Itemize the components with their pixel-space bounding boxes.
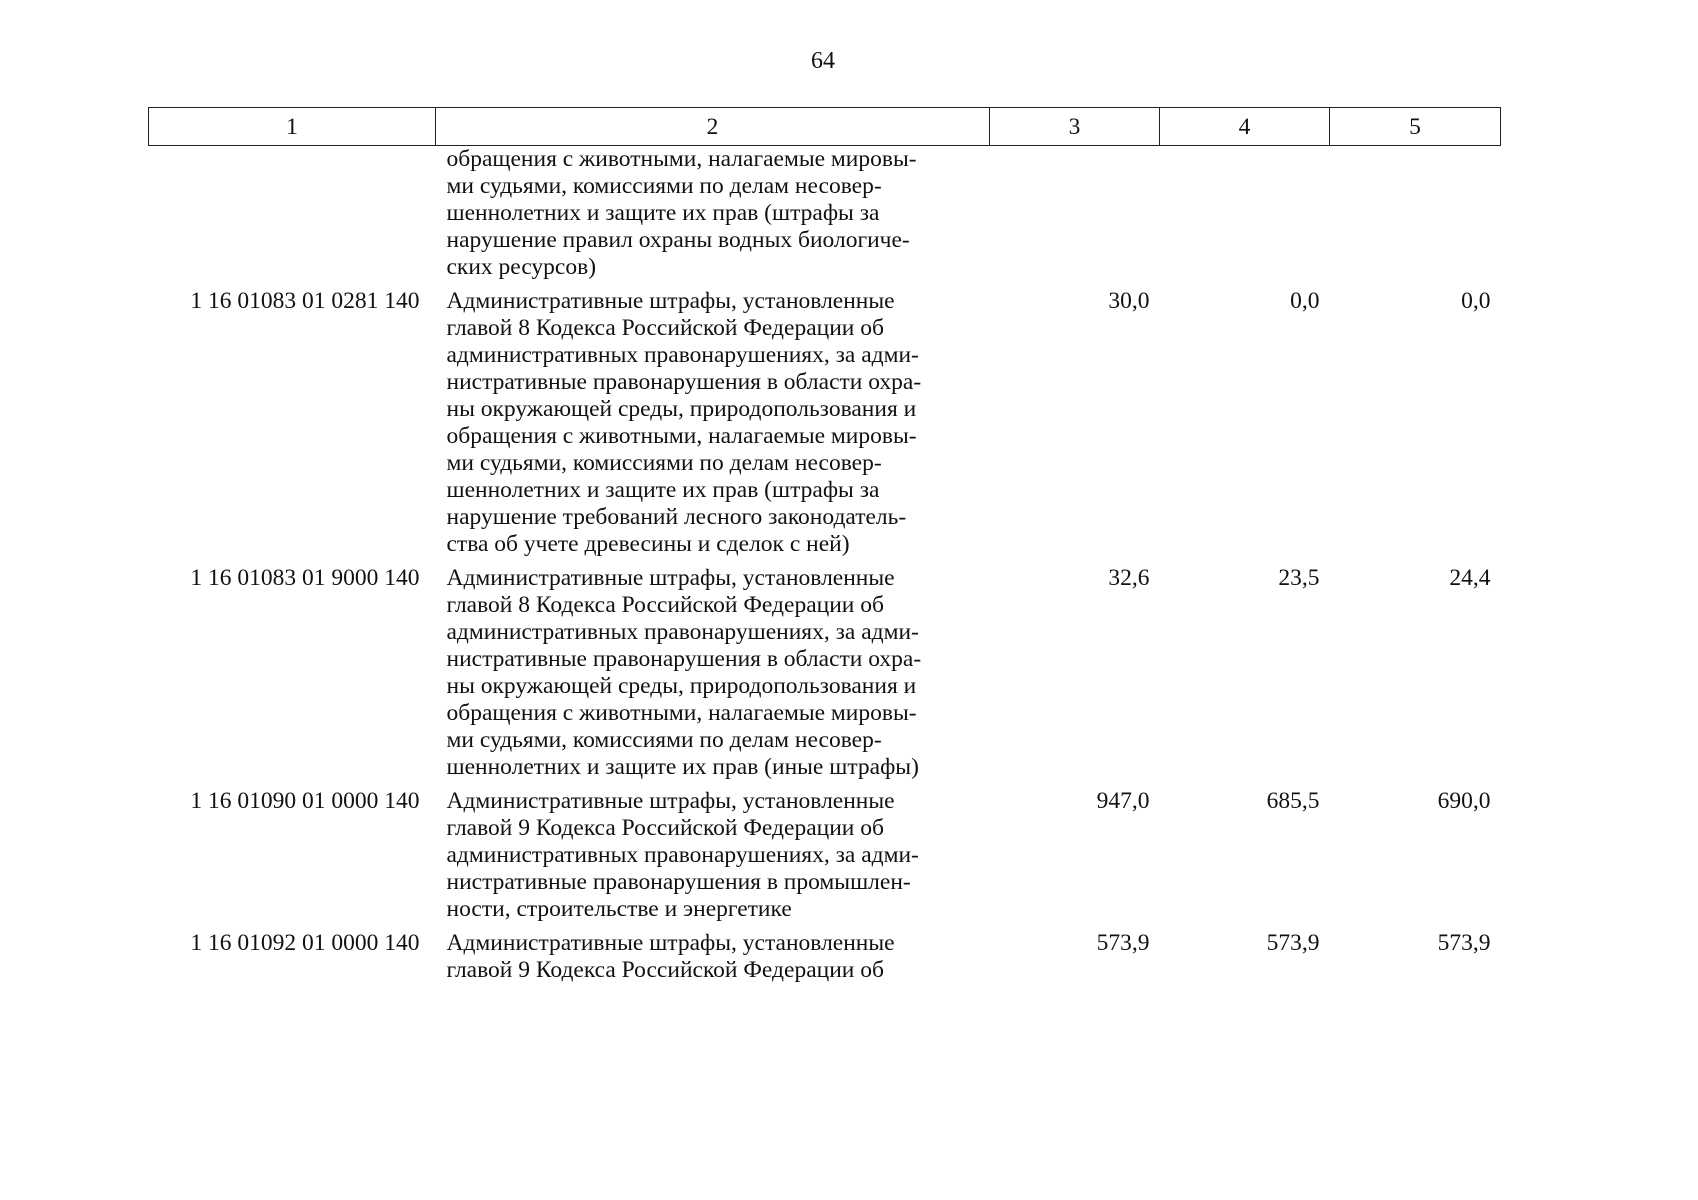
amount-col5-cell: 573,9 bbox=[1437, 930, 1491, 956]
amount-col3-cell: 573,9 bbox=[1096, 930, 1150, 956]
description-line: обращения с животными, налагаемые мировы- bbox=[446, 146, 917, 172]
description-line: шеннолетних и защите их прав (иные штрафы) bbox=[446, 754, 919, 780]
description-line: нарушение требований лесного законодатель- bbox=[446, 504, 907, 530]
amount-col3-cell: 30,0 bbox=[1108, 288, 1150, 314]
header-col-5: 5 bbox=[1330, 108, 1501, 146]
amount-col3-cell bbox=[990, 146, 1160, 282]
amount-col5-cell bbox=[1330, 146, 1501, 282]
table-row bbox=[149, 558, 1501, 781]
table-row bbox=[149, 281, 1501, 558]
description-cell bbox=[436, 146, 990, 282]
description-cell bbox=[436, 558, 990, 781]
description-line: нистративные правонарушения в области охра- bbox=[446, 646, 922, 672]
budget-code-cell: 1 16 01083 01 0281 140 bbox=[190, 288, 420, 314]
description-line: административных правонарушениях, за адми- bbox=[446, 342, 919, 368]
description-line: Административные штрафы, установленные bbox=[446, 565, 895, 591]
budget-code-cell: 1 16 01090 01 0000 140 bbox=[190, 788, 420, 814]
amount-col5-cell: 690,0 bbox=[1437, 788, 1491, 814]
amount-col5-cell: 0,0 bbox=[1461, 288, 1491, 314]
header-col-4: 4 bbox=[1160, 108, 1330, 146]
description-line: ны окружающей среды, природопользования и bbox=[446, 673, 917, 699]
budget-code-cell: 1 16 01083 01 9000 140 bbox=[190, 565, 420, 591]
description-line: административных правонарушениях, за адми- bbox=[446, 619, 919, 645]
page-number: 64 bbox=[811, 48, 835, 74]
description-line: нистративные правонарушения в области охра- bbox=[446, 369, 922, 395]
description-line: главой 9 Кодекса Российской Федерации об bbox=[446, 815, 884, 841]
table-row bbox=[149, 781, 1501, 923]
description-cell bbox=[436, 281, 990, 558]
amount-col5-cell: 24,4 bbox=[1449, 565, 1491, 591]
description-line: Административные штрафы, установленные bbox=[446, 288, 895, 314]
description-line: главой 8 Кодекса Российской Федерации об bbox=[446, 315, 884, 341]
budget-table bbox=[148, 107, 1501, 984]
header-col-1: 1 bbox=[149, 108, 436, 146]
amount-col3-cell: 32,6 bbox=[1108, 565, 1150, 591]
amount-col3-cell: 947,0 bbox=[1096, 788, 1150, 814]
table-row bbox=[149, 146, 1501, 282]
description-cell bbox=[436, 923, 990, 984]
description-line: ми судьями, комиссиями по делам несовер- bbox=[446, 727, 882, 753]
description-line: административных правонарушениях, за адми- bbox=[446, 842, 919, 868]
header-col-2: 2 bbox=[436, 108, 990, 146]
amount-col4-cell: 685,5 bbox=[1266, 788, 1320, 814]
description-line: нарушение правил охраны водных биологиче- bbox=[446, 227, 910, 253]
amount-col4-cell: 23,5 bbox=[1278, 565, 1320, 591]
budget-code-cell bbox=[149, 146, 436, 282]
description-cell bbox=[436, 781, 990, 923]
description-line: обращения с животными, налагаемые мировы- bbox=[446, 423, 917, 449]
description-line: ности, строительстве и энергетике bbox=[446, 896, 792, 922]
header-row bbox=[149, 108, 1501, 146]
description-line: главой 9 Кодекса Российской Федерации об bbox=[446, 957, 884, 983]
description-line: шеннолетних и защите их прав (штрафы за bbox=[446, 477, 880, 503]
description-line: Административные штрафы, установленные bbox=[446, 788, 895, 814]
description-line: ми судьями, комиссиями по делам несовер- bbox=[446, 450, 882, 476]
description-line: нистративные правонарушения в промышлен- bbox=[446, 869, 911, 895]
amount-col4-cell: 0,0 bbox=[1290, 288, 1320, 314]
amount-col4-cell bbox=[1160, 146, 1330, 282]
description-line: Административные штрафы, установленные bbox=[446, 930, 895, 956]
amount-col4-cell: 573,9 bbox=[1266, 930, 1320, 956]
description-line: ства об учете древесины и сделок с ней) bbox=[446, 531, 850, 557]
description-line: ских ресурсов) bbox=[446, 254, 597, 280]
description-line: обращения с животными, налагаемые мировы- bbox=[446, 700, 917, 726]
description-line: ми судьями, комиссиями по делам несовер- bbox=[446, 173, 882, 199]
description-line: главой 8 Кодекса Российской Федерации об bbox=[446, 592, 884, 618]
table-row bbox=[149, 923, 1501, 984]
budget-code-cell: 1 16 01092 01 0000 140 bbox=[190, 930, 420, 956]
header-col-3: 3 bbox=[990, 108, 1160, 146]
description-line: шеннолетних и защите их прав (штрафы за bbox=[446, 200, 880, 226]
description-line: ны окружающей среды, природопользования и bbox=[446, 396, 917, 422]
